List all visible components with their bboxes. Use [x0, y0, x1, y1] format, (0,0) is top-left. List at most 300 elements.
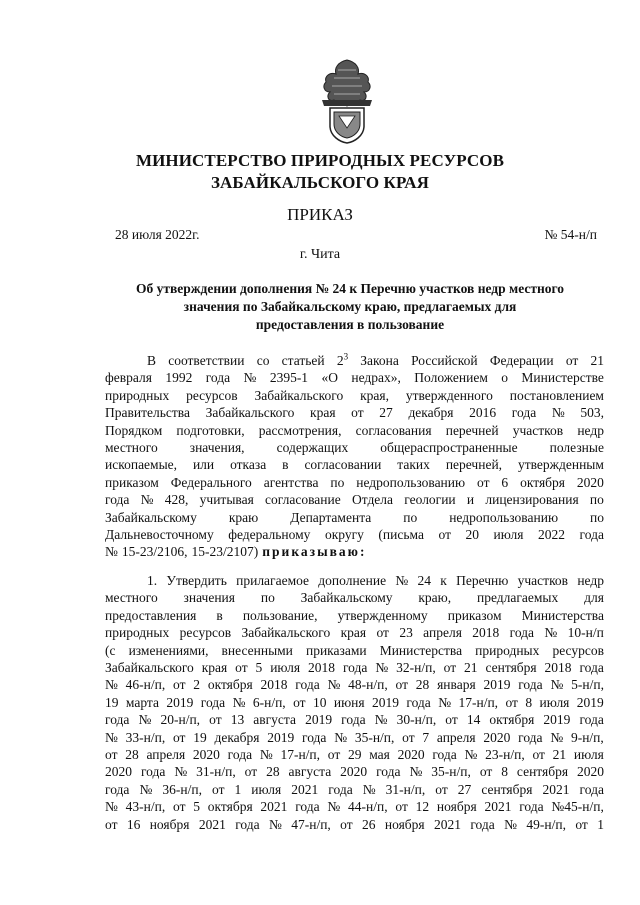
word: от	[445, 712, 458, 728]
text-line	[105, 746, 604, 763]
text-line	[105, 474, 604, 491]
word: 12	[415, 799, 430, 815]
word: согласования	[355, 422, 432, 438]
word: к	[440, 573, 447, 588]
word: №	[550, 729, 564, 745]
word: по	[260, 590, 275, 606]
text-line	[105, 624, 604, 641]
word: 28	[125, 747, 139, 763]
word: №	[464, 747, 478, 763]
word: агентства	[263, 474, 319, 490]
word: №	[259, 747, 273, 763]
word: в	[282, 457, 289, 473]
word: 428,	[164, 492, 189, 508]
word: 2018	[472, 625, 500, 641]
word: №	[105, 729, 118, 745]
text-line	[105, 526, 604, 543]
word: прилагаемое	[236, 573, 310, 588]
word: и	[466, 492, 475, 508]
word: участков	[517, 573, 569, 588]
word: декабря	[214, 729, 260, 745]
word: 8	[501, 764, 508, 780]
word: года	[511, 405, 537, 421]
text-line	[105, 659, 604, 676]
word: января	[437, 677, 476, 693]
word: от	[395, 799, 408, 815]
word: года	[205, 370, 231, 386]
word: приказами	[305, 642, 367, 658]
word: 2020	[105, 764, 132, 780]
word: июля	[251, 781, 282, 797]
text-line	[105, 676, 604, 693]
word: 2019	[576, 694, 604, 710]
word: 9-н/п,	[570, 729, 604, 745]
text-line	[105, 572, 604, 589]
word: Утвердить	[166, 573, 227, 588]
word: лицензирования	[485, 492, 579, 508]
order-number: № 54-н/п	[544, 227, 597, 242]
text-line	[105, 642, 604, 659]
word: значения	[183, 590, 235, 606]
word: года	[105, 781, 130, 797]
order-city: г. Чита	[299, 247, 341, 262]
word: №	[105, 677, 118, 693]
word: соответствии	[168, 353, 245, 368]
word: Дальневосточному	[105, 527, 214, 543]
word: года	[342, 660, 368, 676]
word: недропользованию	[449, 509, 559, 525]
word: 5-н/п,	[571, 677, 604, 693]
text-line	[105, 387, 604, 404]
text-line	[105, 711, 604, 728]
word: 2	[193, 677, 201, 693]
word: №45-н/п,	[551, 799, 604, 815]
word: перечней	[445, 422, 499, 438]
word: 23	[399, 625, 413, 641]
word: ноября	[436, 799, 477, 815]
text-line	[105, 491, 604, 508]
word: февраля	[105, 370, 152, 386]
word: №	[232, 694, 246, 710]
word: округу	[324, 527, 364, 543]
word: 32-н/п,	[396, 660, 436, 676]
word: в	[216, 607, 223, 623]
word: 47-н/п,	[291, 816, 331, 832]
word: №	[334, 729, 348, 745]
word: 2020	[483, 729, 511, 745]
word: от	[293, 694, 306, 710]
word: года	[579, 660, 604, 676]
word: 19	[105, 694, 119, 710]
word: года	[105, 492, 130, 508]
word: №	[544, 625, 558, 641]
word: 503,	[580, 405, 604, 421]
word: 43-н/п,	[125, 799, 166, 815]
word: 5	[193, 799, 200, 815]
word: по	[330, 474, 345, 490]
word: №	[268, 816, 282, 832]
word: №	[105, 544, 118, 560]
word: года	[518, 677, 543, 693]
word: 2018	[544, 660, 572, 676]
word: октября	[489, 712, 535, 728]
word: 28	[415, 677, 430, 693]
word: сентября	[485, 660, 537, 676]
word: октября	[207, 799, 253, 815]
word: Закона	[360, 353, 399, 368]
word: от	[244, 764, 258, 780]
word: 10-н/п	[567, 625, 604, 641]
word: 35-н/п,	[354, 729, 395, 745]
word: октября	[207, 677, 253, 693]
text-line	[105, 456, 604, 473]
word: 49-н/п,	[526, 816, 566, 832]
word: апреля	[146, 747, 186, 763]
word: пользование,	[242, 607, 318, 623]
word: от	[477, 474, 490, 490]
order-word: приказываю:	[262, 544, 367, 560]
word: края	[201, 660, 228, 676]
word: 2019	[371, 694, 399, 710]
word: Положением	[414, 370, 488, 386]
text-line	[105, 607, 604, 624]
word: №	[327, 677, 341, 693]
word: учитывая	[199, 492, 254, 508]
word: года	[470, 816, 495, 832]
word: 17-н/п,	[458, 694, 499, 710]
word: мая	[369, 747, 390, 763]
word: от	[327, 747, 341, 763]
word: от	[235, 660, 248, 676]
text-line	[105, 543, 604, 560]
word: Порядком	[105, 422, 163, 438]
word: 2022	[538, 527, 565, 543]
word: от	[212, 781, 225, 797]
word: 8	[525, 694, 533, 710]
word: июля	[493, 527, 524, 543]
word: согласование	[265, 492, 341, 508]
word: 13	[230, 712, 245, 728]
word: Федерального	[170, 474, 252, 490]
word: октября	[520, 474, 565, 490]
word: Отдела	[351, 492, 394, 508]
word: от	[505, 694, 518, 710]
word: июля	[539, 694, 570, 710]
word: предлагаемых	[476, 590, 559, 606]
word: 2020	[577, 764, 604, 780]
word: «О	[321, 370, 338, 386]
order-date: 28 июля 2022г.	[115, 227, 200, 242]
word: недрах»,	[351, 370, 401, 386]
word: Департамента	[290, 509, 372, 525]
text-line	[105, 763, 604, 780]
word: года	[579, 712, 604, 728]
word: утвержденным	[517, 457, 604, 473]
word: №	[438, 694, 452, 710]
word: года	[518, 729, 543, 745]
word: 26	[362, 816, 376, 832]
word: согласовании	[304, 457, 382, 473]
word: природных	[105, 387, 170, 403]
subject-line: Об утверждении дополнения № 24 к Перечню участков недр местного	[135, 281, 565, 296]
word: участков	[512, 422, 564, 438]
word: №	[138, 712, 152, 728]
word: года	[295, 677, 320, 693]
word: апреля	[436, 729, 476, 745]
word: года	[328, 781, 353, 797]
word: 2020	[397, 747, 425, 763]
word: статьей	[281, 353, 325, 368]
word: ноября	[149, 816, 190, 832]
word: 10	[312, 694, 327, 710]
word: рассмотрения,	[258, 422, 342, 438]
word: от	[532, 747, 545, 763]
word: от	[435, 781, 448, 797]
word: ресурсов	[552, 642, 604, 658]
word: 15-23/2107)	[191, 544, 259, 560]
order-title: ПРИКАЗ	[287, 205, 353, 224]
word: 2020	[340, 764, 368, 780]
word: внесенными	[221, 642, 293, 658]
word: Министерства	[379, 642, 463, 658]
superscript: 3	[343, 351, 349, 362]
word: 2395-1	[269, 370, 309, 386]
ministry-line-1: МИНИСТЕРСТВО ПРИРОДНЫХ РЕСУРСОВ	[135, 151, 505, 170]
word: местного	[105, 440, 158, 456]
word: Российской	[411, 353, 478, 368]
word: года	[432, 747, 457, 763]
word: приказом	[447, 607, 502, 623]
word: 2019	[267, 729, 295, 745]
word: от	[438, 527, 451, 543]
word: 31-н/п,	[196, 764, 236, 780]
word: края	[340, 625, 367, 641]
word: по	[589, 492, 604, 508]
word: о	[501, 370, 509, 386]
word: 24	[417, 573, 432, 588]
word: природных	[105, 625, 170, 641]
word: 48-н/п,	[348, 677, 388, 693]
word: В	[147, 353, 157, 368]
word: 19	[193, 729, 207, 745]
word: от	[340, 816, 353, 832]
word: от	[443, 660, 457, 676]
word: 15-23/2106,	[121, 544, 188, 560]
word: от	[173, 799, 186, 815]
word: (с	[105, 642, 116, 658]
word: сентября	[481, 781, 533, 797]
word: 21	[590, 353, 604, 368]
word: 2019	[483, 677, 511, 693]
word: года	[227, 747, 253, 763]
word: 21	[464, 660, 478, 676]
word: 2021	[198, 816, 226, 832]
order-subject	[100, 280, 600, 334]
word: года	[295, 799, 320, 815]
word: со	[256, 353, 270, 368]
subject-line: предоставления в пользование	[255, 317, 445, 332]
word: от	[173, 677, 186, 693]
word: от	[209, 712, 222, 728]
word: года	[140, 764, 166, 780]
word: июля	[573, 747, 604, 763]
coat-of-arms-icon	[316, 56, 378, 144]
word: дополнение	[318, 573, 387, 588]
word: апреля	[423, 625, 462, 641]
word: года	[341, 712, 366, 728]
word: 21	[552, 747, 567, 763]
word: геологии	[404, 492, 456, 508]
word: №	[409, 764, 423, 780]
word: 2018	[308, 660, 336, 676]
word: Забайкальского	[205, 405, 295, 421]
word: 30-н/п,	[396, 712, 437, 728]
text-line	[105, 781, 604, 798]
word: №	[327, 799, 341, 815]
word: $2^3$	[336, 351, 349, 368]
word: 1	[597, 816, 604, 832]
word: от	[395, 677, 409, 693]
word: 2019	[305, 712, 333, 728]
word: №	[243, 370, 257, 386]
word: августа	[253, 712, 296, 728]
word: края	[310, 405, 336, 421]
word: 23-н/п,	[485, 747, 525, 763]
word: ископаемые,	[105, 457, 178, 473]
word: Министерстве	[521, 370, 604, 386]
word: 14	[466, 712, 481, 728]
text-line	[105, 439, 604, 456]
word: 44-н/п,	[348, 799, 388, 815]
word: ресурсов	[179, 625, 232, 641]
word: постановлением	[509, 387, 604, 403]
text-line	[105, 352, 604, 369]
word: декабря	[408, 405, 454, 421]
word: 1.	[147, 573, 158, 588]
word: Забайкальскому	[300, 590, 393, 606]
word: предоставления	[105, 607, 197, 623]
word: года	[406, 694, 431, 710]
word: 46-н/п,	[125, 677, 166, 693]
word: №	[395, 573, 409, 588]
text-line	[105, 404, 604, 421]
word: таких	[397, 457, 430, 473]
word: от	[402, 729, 415, 745]
word: года	[200, 694, 226, 710]
word: (письма	[378, 527, 424, 543]
word: подготовки,	[176, 422, 245, 438]
word: 31-н/п,	[385, 781, 426, 797]
word: ноября	[384, 816, 425, 832]
word: №	[551, 405, 565, 421]
word: 33-н/п,	[125, 729, 166, 745]
word: года	[302, 729, 327, 745]
word: 6	[501, 474, 509, 490]
word: №	[550, 677, 564, 693]
word: краю,	[418, 590, 452, 606]
word: Забайкальского	[105, 660, 194, 676]
word: по	[590, 509, 604, 525]
word: №	[504, 816, 518, 832]
word: 5	[255, 660, 263, 676]
word: 27	[379, 405, 393, 421]
word: полезные	[549, 440, 604, 456]
word: утвержденного	[405, 387, 493, 403]
word: изменениями,	[128, 642, 209, 658]
word: года	[235, 816, 260, 832]
text-line	[105, 369, 604, 386]
text-line	[105, 816, 604, 833]
word: года	[376, 764, 401, 780]
word: июля	[270, 660, 301, 676]
word: для	[584, 590, 604, 606]
word: сентября	[516, 764, 569, 780]
word: 28	[266, 764, 280, 780]
word: недр	[577, 573, 604, 588]
word: года	[509, 625, 535, 641]
word: или	[192, 457, 215, 473]
word: утвержденному	[337, 607, 428, 623]
word: июня	[333, 694, 365, 710]
subject-line: значения по Забайкальскому краю, предлагаемых для	[183, 299, 517, 314]
word: 36-н/п,	[162, 781, 202, 797]
word: №	[374, 712, 388, 728]
word: №	[105, 799, 118, 815]
word: 27	[457, 781, 472, 797]
text-line	[105, 729, 604, 746]
word: №	[140, 492, 154, 508]
word: значения,	[189, 440, 245, 456]
word: 2020	[192, 747, 220, 763]
word: Забайкальскому	[105, 509, 197, 525]
word: Федерации	[489, 353, 554, 368]
word: 2021	[260, 799, 288, 815]
word: года	[519, 799, 544, 815]
word: 2021	[542, 781, 570, 797]
word: 6-н/п,	[252, 694, 286, 710]
word: Забайкальского	[241, 625, 331, 641]
word: 16	[126, 816, 141, 832]
word: 2021	[484, 799, 512, 815]
word: краю	[228, 509, 259, 525]
word: от	[479, 764, 493, 780]
word: перечней,	[445, 457, 503, 473]
word: 20-н/п,	[160, 712, 201, 728]
word: от	[565, 353, 579, 368]
word: №	[139, 781, 153, 797]
word: 2019	[166, 694, 194, 710]
word: августа	[288, 764, 332, 780]
word: 17-н/п,	[280, 747, 321, 763]
word: местного	[105, 590, 158, 606]
word: общераспространенные	[380, 440, 518, 456]
word: №	[174, 764, 188, 780]
word: года	[579, 527, 604, 543]
word: недр	[577, 422, 604, 438]
word: от	[105, 816, 118, 832]
word: от	[105, 747, 118, 763]
word: от	[351, 405, 364, 421]
word: марта	[125, 694, 159, 710]
word: 20	[465, 527, 480, 543]
word: федеральному	[228, 527, 311, 543]
word: Забайкальского	[254, 387, 344, 403]
text-line	[105, 589, 604, 606]
word: 7	[422, 729, 430, 745]
word: от	[376, 625, 389, 641]
text-line	[105, 422, 604, 439]
ministry-line-2: ЗАБАЙКАЛЬСКОГО КРАЯ	[210, 173, 430, 192]
